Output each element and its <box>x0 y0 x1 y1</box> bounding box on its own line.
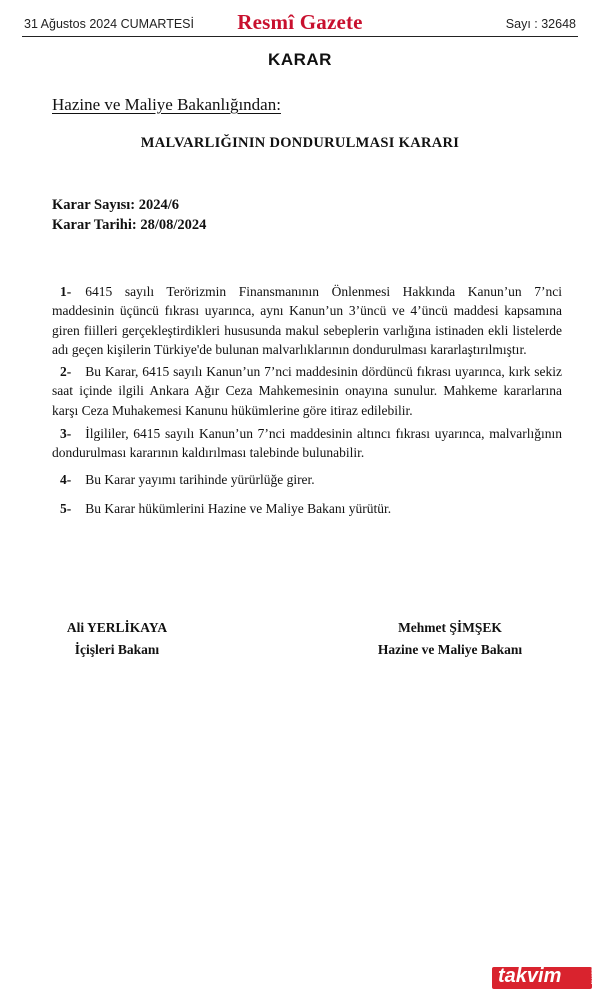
clause-text: 6415 sayılı Terörizmin Finansmanının Önlenmesi Hakkında Kanun’un 7’nci maddesinin üçüncü fıkrası uyarınca, aynı Kanun’un 3’üncü ve 4’üncü maddesi kapsamına giren fiilleri gerçekleştirdikleri hususunda makul sebeplerin varlığına istinaden ekli listelerde adı geçen kişilerin Türkiye'de bulunan malvarlıklarının dondurulması kararlaştırılmıştır. <box>52 283 562 357</box>
clause-5 <box>52 499 562 519</box>
clause-number: 5- <box>60 500 72 516</box>
signature-right <box>365 617 535 661</box>
clause-text: Bu Karar hükümlerini Hazine ve Maliye Bakanı yürütür. <box>85 500 392 516</box>
clause-text: İlgililer, 6415 sayılı Kanun’un 7’nci maddesinin altıncı fıkrası uyarınca, malvarlığının dondurulması kararının kaldırılması talebinde bulunabilir. <box>52 425 562 460</box>
signatory-title: Hazine ve Maliye Bakanı <box>377 642 523 657</box>
decision-name: MALVARLIĞININ DONDURULMASI KARARI <box>140 135 460 151</box>
publication-date: 31 Ağustos 2024 CUMARTESİ <box>24 17 194 31</box>
clause-number: 2- <box>60 363 72 379</box>
clause-text: Bu Karar, 6415 sayılı Kanun’un 7’nci maddesinin dördüncü fıkrası uyarınca, kırk sekiz saat içinde ilgili Ankara Ağır Ceza Mahkemesinin onayına sunulur. Mahkeme kararlarına karşı Ceza Muhakemesi Kanunu hükümlerine göre itiraz edilebilir. <box>52 363 562 418</box>
masthead-title: Resmî Gazete <box>237 10 363 34</box>
clause-number: 4- <box>60 471 72 487</box>
issuing-ministry: Hazine ve Maliye Bakanlığından: <box>52 95 281 114</box>
clause-text: Bu Karar yayımı tarihinde yürürlüğe girer. <box>85 471 315 487</box>
signatory-name: Ali YERLİKAYA <box>66 620 168 635</box>
watermark-domain: com.tr <box>589 968 595 985</box>
watermark-brand: takvim <box>498 965 562 987</box>
document-type-title: KARAR <box>268 50 332 69</box>
clause-2 <box>52 362 562 421</box>
clause-number: 1- <box>60 283 72 299</box>
gazette-header <box>22 10 578 37</box>
clause-4 <box>52 470 562 490</box>
signatory-name: Mehmet ŞİMŞEK <box>398 620 502 635</box>
decision-date: Karar Tarihi: 28/08/2024 <box>52 217 207 233</box>
decision-number: Karar Sayısı: 2024/6 <box>52 197 180 213</box>
takvim-watermark-logo <box>492 965 596 991</box>
clause-3 <box>52 424 562 463</box>
clause-number: 3- <box>60 425 72 441</box>
issue-number: Sayı : 32648 <box>505 17 576 31</box>
clause-1 <box>52 282 562 360</box>
signature-left <box>52 617 182 661</box>
signatory-title: İçişleri Bakanı <box>74 642 160 657</box>
